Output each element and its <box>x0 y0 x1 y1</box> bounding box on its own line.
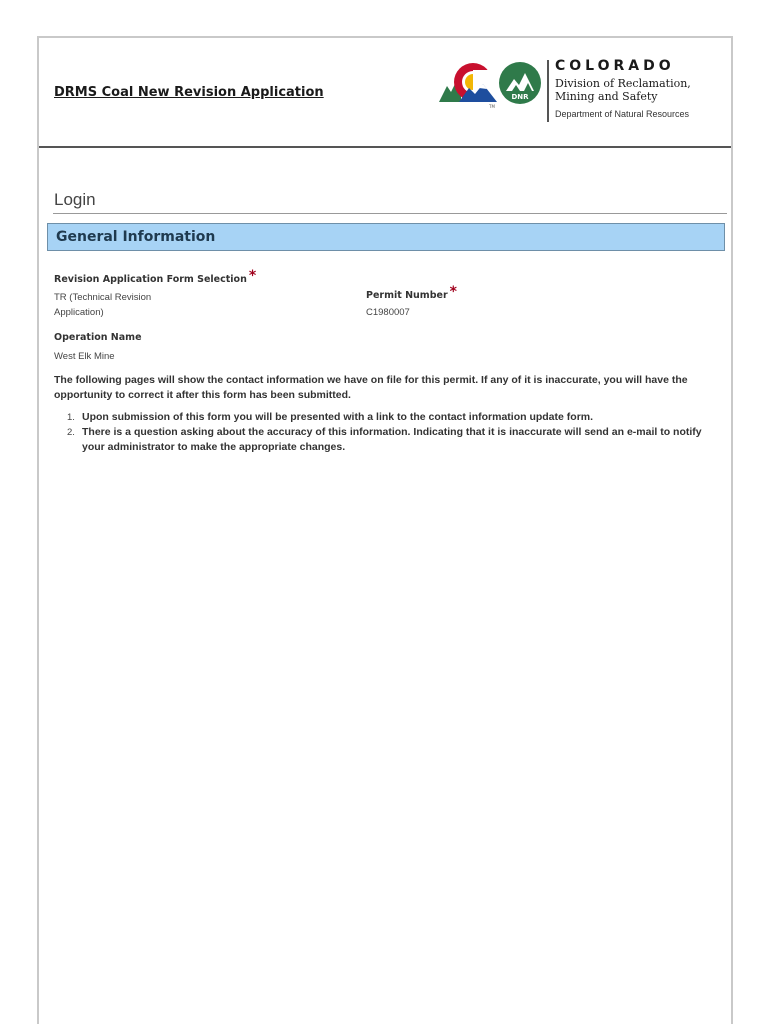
logo-division-name <box>555 77 705 103</box>
list-item-number: 2. <box>67 427 75 438</box>
logo-state-word: COLORADO <box>555 58 675 74</box>
permit-number-value: C1980007 <box>366 307 410 318</box>
form-page <box>37 36 733 1024</box>
form-selection-value <box>54 290 151 320</box>
logo-division-line2: Mining and Safety <box>555 90 658 103</box>
dnr-badge-text: DNR <box>511 93 529 101</box>
permit-number-label <box>366 286 457 302</box>
form-selection-value-line2: Application) <box>54 307 104 318</box>
form-selection-label <box>54 270 256 286</box>
list-item-text: Upon submission of this form you will be presented with a link to the contact information update form. <box>82 411 594 423</box>
app-title[interactable]: DRMS Coal New Revision Application <box>54 85 324 100</box>
permit-number-label-text: Permit Number <box>366 290 448 301</box>
login-heading: Login <box>54 190 96 209</box>
operation-name-label: Operation Name <box>54 332 142 343</box>
logo-divider <box>547 60 549 122</box>
logo-text-block <box>555 58 715 120</box>
required-asterisk: * <box>449 284 457 300</box>
colorado-flag-mountain-icon <box>439 58 497 110</box>
section-header-general-information <box>47 223 725 251</box>
list-item <box>67 425 715 455</box>
page-header <box>39 38 731 148</box>
operation-name-value: West Elk Mine <box>54 351 115 362</box>
logo-division-line1: Division of Reclamation, <box>555 77 691 90</box>
contact-info-notice: The following pages will show the contact information we have on file for this permit. If any of it is inaccurate, you will have the opportunity to correct it after this form has been submitted. <box>54 374 688 401</box>
form-selection-label-text: Revision Application Form Selection <box>54 274 247 285</box>
svg-text:TM: TM <box>489 104 495 109</box>
list-item <box>67 410 715 425</box>
list-item-text: There is a question asking about the accuracy of this information. Indicating that it is inaccurate will send an e-mail to notify your administrator to make the appropriate changes. <box>82 426 702 453</box>
instructions-list <box>67 410 715 455</box>
colorado-drms-logo <box>439 56 719 128</box>
required-asterisk: * <box>248 268 257 284</box>
section-title: General Information <box>56 229 216 245</box>
login-divider <box>53 213 727 214</box>
logo-department: Department of Natural Resources <box>555 109 690 119</box>
dnr-badge-icon <box>498 61 542 105</box>
form-selection-value-line1: TR (Technical Revision <box>54 292 152 303</box>
list-item-number: 1. <box>67 412 75 423</box>
